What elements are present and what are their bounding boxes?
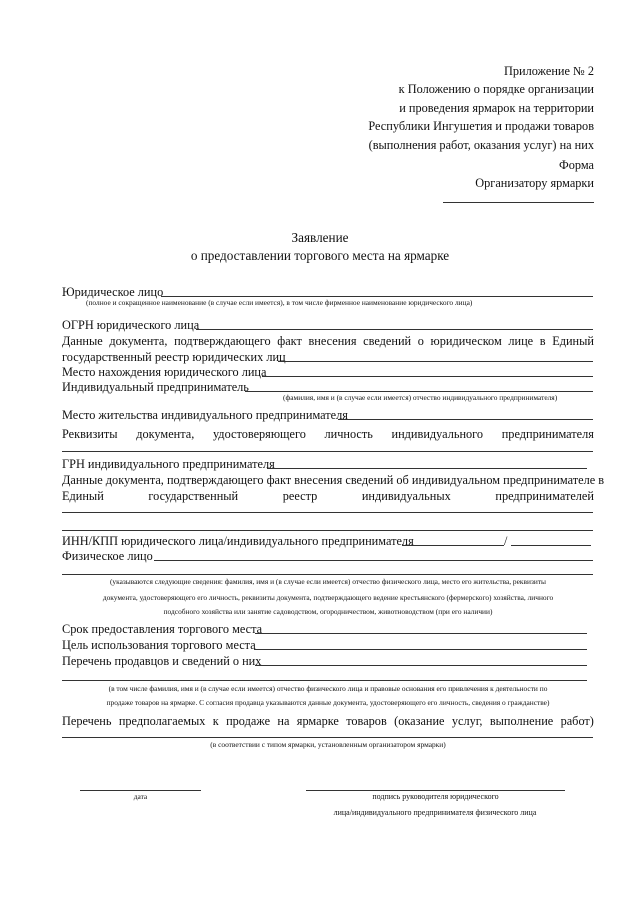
legal-entity-field[interactable] xyxy=(161,296,593,297)
sellers-field[interactable] xyxy=(255,665,587,666)
legal-address-label: Место нахождения юридического лица xyxy=(62,365,267,379)
word: факт xyxy=(277,334,302,348)
word: подтверждающего xyxy=(174,334,271,348)
word: выполнение xyxy=(489,714,554,728)
word: в xyxy=(539,334,546,348)
natural-person-hint-3: подсобного хозяйства или занятие садоводством, огородничеством, животноводством (при его наличии) xyxy=(163,607,493,616)
appendix-header xyxy=(368,62,594,154)
word: государственный xyxy=(148,489,239,503)
word: Данные xyxy=(62,334,103,348)
kpp-field[interactable] xyxy=(511,545,591,546)
word: товаров xyxy=(346,714,387,728)
word: Перечень xyxy=(62,714,112,728)
term-label: Срок предоставления торгового места xyxy=(62,622,263,636)
purpose-field[interactable] xyxy=(254,649,587,650)
word: документа, xyxy=(109,334,168,348)
document-subtitle: о предоставлении торгового места на ярмарке xyxy=(190,248,450,263)
natural-person-hint-2: документа, удостоверяющего его личность, реквизиты документа, подтверждающего ведение крестьянского (фермерского) хозяйства, личного xyxy=(102,593,554,602)
goods-label xyxy=(62,713,594,729)
word: о xyxy=(417,334,424,348)
individual-label: Индивидуальный предприниматель xyxy=(62,380,249,394)
signature-label-1: подпись руководителя юридического xyxy=(372,792,499,801)
word: личность xyxy=(324,427,373,441)
word: сведений xyxy=(363,334,412,348)
word: ярмарке xyxy=(296,714,339,728)
signature-label-2: лица/индивидуального предпринимателя физического лица xyxy=(333,808,537,817)
word: удостоверяющего xyxy=(212,427,306,441)
legal-entity-hint: (полное и сокращенное наименование (в случае если имеется), в том числе фирменное наименование юридического лица) xyxy=(86,298,473,307)
ip-registry-doc-label-cont xyxy=(62,488,594,504)
date-label: дата xyxy=(133,792,148,801)
id-document-label xyxy=(62,426,594,442)
word: внесения xyxy=(308,334,357,348)
signature-field[interactable] xyxy=(306,790,565,791)
natural-person-field-2[interactable] xyxy=(62,574,593,575)
word: на xyxy=(277,714,290,728)
individual-field[interactable] xyxy=(245,391,593,392)
word: к xyxy=(212,714,219,728)
goods-hint: (в соответствии с типом ярмарки, установленным организатором ярмарки) xyxy=(210,740,446,749)
ip-registry-doc-label: Данные документа, подтверждающего факт внесения сведений об индивидуальном предпринимателе в xyxy=(62,473,605,487)
date-field[interactable] xyxy=(80,790,201,791)
natural-person-field[interactable] xyxy=(154,560,593,561)
residence-label: Место жительства индивидуального предпринимателя xyxy=(62,408,348,422)
word: предпринимателя xyxy=(501,427,594,441)
id-document-field[interactable] xyxy=(62,451,593,452)
legal-registry-field[interactable] xyxy=(278,361,593,362)
form-header xyxy=(475,156,594,193)
word: продаже xyxy=(226,714,271,728)
appendix-number: Приложение № 2 xyxy=(503,64,594,78)
word: предпринимателей xyxy=(495,489,594,503)
ogrn-legal-label: ОГРН юридического лица xyxy=(62,318,200,332)
ogrn-legal-field[interactable] xyxy=(196,329,593,330)
legal-registry-doc-label xyxy=(62,333,594,349)
word: документа, xyxy=(136,427,195,441)
grn-ip-field[interactable] xyxy=(267,468,587,469)
sellers-hint-2: продаже товаров на ярмарке. С согласия продавца указываются данные документа, удостоверяющего его личность, сведения о гражданстве) xyxy=(106,698,550,707)
legal-address-field[interactable] xyxy=(262,376,593,377)
individual-hint: (фамилия, имя и (в случае если имеется) отчество индивидуального предпринимателя) xyxy=(283,393,558,402)
inn-label: ИНН/КПП юридического лица/индивидуального предпринимателя xyxy=(62,534,414,548)
purpose-label: Цель использования торгового места xyxy=(62,638,256,652)
inn-field[interactable] xyxy=(402,545,504,546)
appendix-line-4: Республики Ингушетия и продажи товаров xyxy=(368,119,594,134)
term-field[interactable] xyxy=(255,633,587,634)
legal-entity-label: Юридическое лицо xyxy=(62,285,164,299)
word: юридическом xyxy=(430,334,502,348)
grn-ip-label: ГРН индивидуального предпринимателя xyxy=(62,457,275,471)
document-title: Заявление xyxy=(291,230,349,245)
word: индивидуальных xyxy=(361,489,451,503)
ip-registry-field-1[interactable] xyxy=(62,512,593,513)
word: работ) xyxy=(560,714,594,728)
appendix-line-5: (выполнения работ, оказания услуг) на них xyxy=(368,137,594,152)
addressee-label: Организатору ярмарки xyxy=(475,176,594,191)
inn-kpp-separator: / xyxy=(504,534,508,548)
goods-field[interactable] xyxy=(62,737,593,738)
appendix-line-3: и проведения ярмарок на территории xyxy=(399,100,594,115)
form-label: Форма xyxy=(559,158,594,172)
natural-person-label: Физическое лицо xyxy=(62,549,153,563)
word: Единый xyxy=(62,489,104,503)
word: Реквизиты xyxy=(62,427,118,441)
word: лице xyxy=(508,334,534,348)
word: (оказание xyxy=(394,714,445,728)
word: предполагаемых xyxy=(118,714,206,728)
word: индивидуального xyxy=(391,427,484,441)
appendix-line-2: к Положению о порядке организации xyxy=(398,82,594,97)
legal-registry-label-cont: государственный реестр юридических лиц xyxy=(62,350,286,364)
addressee-blank[interactable] xyxy=(443,202,594,203)
word: услуг, xyxy=(451,714,483,728)
sellers-field-2[interactable] xyxy=(62,680,587,681)
sellers-label: Перечень продавцов и сведений о них xyxy=(62,654,262,668)
word: реестр xyxy=(282,489,318,503)
residence-field[interactable] xyxy=(338,419,593,420)
ip-registry-field-2[interactable] xyxy=(62,530,593,531)
natural-person-hint-1: (указываются следующие сведения: фамилия, имя и (в случае если имеется) отчество физического лица, место его жительства, реквизиты xyxy=(109,577,547,586)
word: Единый xyxy=(552,334,594,348)
sellers-hint-1: (в том числе фамилия, имя и (в случае если имеется) отчество физического лица и правовые основания его привлечения к деятельности по xyxy=(108,684,548,693)
